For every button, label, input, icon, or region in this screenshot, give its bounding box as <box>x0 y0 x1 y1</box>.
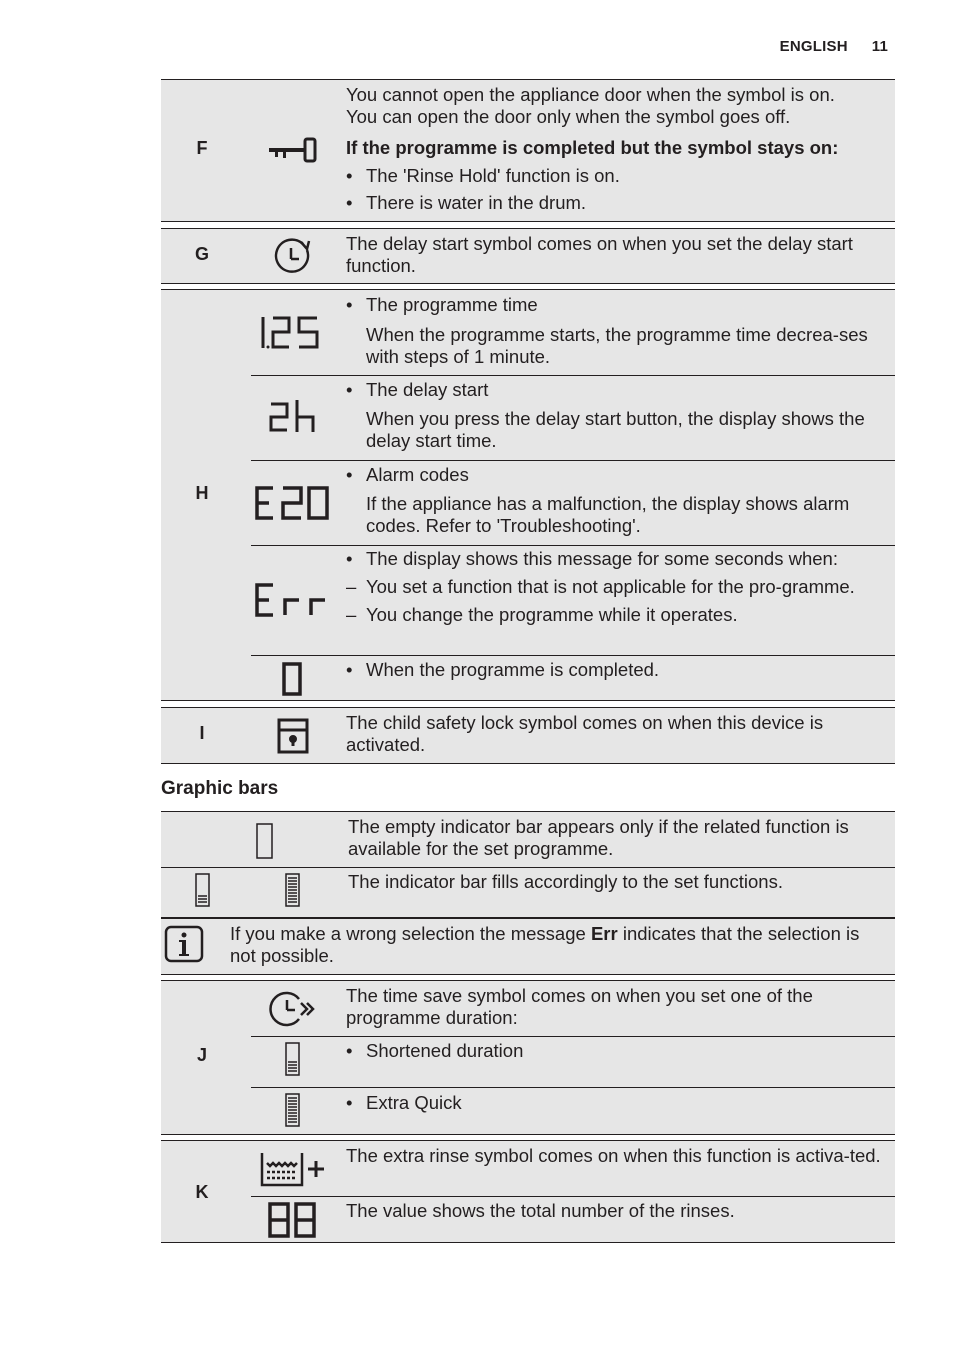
j-row-shortened <box>346 1040 881 1062</box>
display-err-icon <box>251 581 335 619</box>
partial-bar-icon <box>161 872 245 908</box>
info-text-after: indicates that the selection is not possible. <box>230 923 860 966</box>
empty-bar-icon <box>223 822 307 860</box>
info-text-before: If you make a wrong selection the message <box>230 923 591 944</box>
row-divider <box>251 375 895 376</box>
display-zero-icon <box>251 661 335 697</box>
section-i <box>161 707 895 764</box>
key-icon <box>251 136 335 164</box>
text-line: You cannot open the appliance door when the symbol is on. <box>346 84 835 105</box>
text-line: You can open the door only when the symbol goes off. <box>346 106 791 127</box>
row-divider <box>251 655 895 656</box>
section-f-text <box>346 84 881 214</box>
bullet-item: • The delay start <box>346 379 881 401</box>
section-k-text-2: The value shows the total number of the rinses. <box>346 1200 735 1221</box>
row-divider <box>251 1196 895 1197</box>
bullet-item: • There is water in the drum. <box>346 192 881 214</box>
section-letter: J <box>196 1045 207 1065</box>
page-number: 11 <box>871 38 888 55</box>
row-divider <box>161 867 895 868</box>
h-row-completed <box>346 659 881 681</box>
section-j-text: The time save symbol comes on when you set one of the programme duration: <box>346 985 813 1028</box>
section-h <box>161 289 895 701</box>
h-row-delay-start <box>346 379 881 452</box>
section-letter: I <box>199 723 205 743</box>
h-row-alarm-codes <box>346 464 881 537</box>
dash-item: – You change the programme while it operates. <box>346 604 881 626</box>
bullet-item: • Alarm codes <box>346 464 881 486</box>
graphic-bars-heading: Graphic bars <box>161 778 279 799</box>
full-bar-icon <box>251 872 335 908</box>
section-g-text: The delay start symbol comes on when you set the delay start function. <box>346 233 853 276</box>
h-row-programme-time <box>346 294 881 368</box>
time-save-icon <box>251 989 335 1029</box>
section-letter: H <box>195 483 209 503</box>
header-language: ENGLISH <box>779 38 848 55</box>
row-divider <box>251 1036 895 1037</box>
bullet-item: • The display shows this message for some seconds when: <box>346 548 881 570</box>
bullet-item: • Shortened duration <box>346 1040 881 1062</box>
empty-bar-text: The empty indicator bar appears only if the related function is available for the set programme. <box>348 816 849 859</box>
description: When the programme starts, the programme time decrea-ses with steps of 1 minute. <box>366 324 868 367</box>
bullet-item: • The programme time <box>346 294 881 316</box>
j-row-extra-quick <box>346 1092 881 1114</box>
err-bold: Err <box>590 923 618 944</box>
row-divider <box>251 1087 895 1088</box>
display-125-icon <box>251 314 335 352</box>
child-lock-icon <box>251 717 335 755</box>
bullet-item: • The 'Rinse Hold' function is on. <box>346 165 881 187</box>
section-i-text: The child safety lock symbol comes on when this device is activated. <box>346 712 824 755</box>
bold-note: If the programme is completed but the symbol stays on: <box>346 137 839 158</box>
info-note <box>161 918 895 975</box>
row-divider <box>251 545 895 546</box>
section-letter: G <box>194 244 209 264</box>
section-f <box>161 79 895 222</box>
graphic-bars-table <box>161 811 895 918</box>
delay-start-clock-icon <box>251 238 335 278</box>
display-e20-icon <box>251 484 335 522</box>
section-letter: F <box>196 138 208 158</box>
info-text <box>230 923 881 967</box>
section-g <box>161 228 895 284</box>
info-icon <box>161 925 207 963</box>
row-divider <box>251 460 895 461</box>
description: If the appliance has a malfunction, the display shows alarm codes. Refer to 'Troubleshooting'. <box>366 493 850 536</box>
display-2h-icon <box>251 398 335 436</box>
section-j <box>161 980 895 1135</box>
h-row-err-message <box>346 548 881 626</box>
dash-item: – You set a function that is not applicable for the pro-gramme. <box>346 576 881 598</box>
section-k-text-1: The extra rinse symbol comes on when this function is activa-ted. <box>346 1145 881 1166</box>
shortened-bar-icon <box>251 1041 335 1077</box>
section-letter: K <box>195 1182 209 1202</box>
extra-rinse-icon <box>251 1149 335 1189</box>
bullet-item: • Extra Quick <box>346 1092 881 1114</box>
description: When you press the delay start button, the display shows the delay start time. <box>366 408 865 451</box>
filled-bar-text: The indicator bar fills accordingly to the set functions. <box>348 871 783 892</box>
extra-quick-bar-icon <box>251 1092 335 1128</box>
page-header <box>780 38 888 55</box>
bullet-item: • When the programme is completed. <box>346 659 881 681</box>
display-88-icon <box>251 1201 335 1239</box>
section-k <box>161 1140 895 1243</box>
